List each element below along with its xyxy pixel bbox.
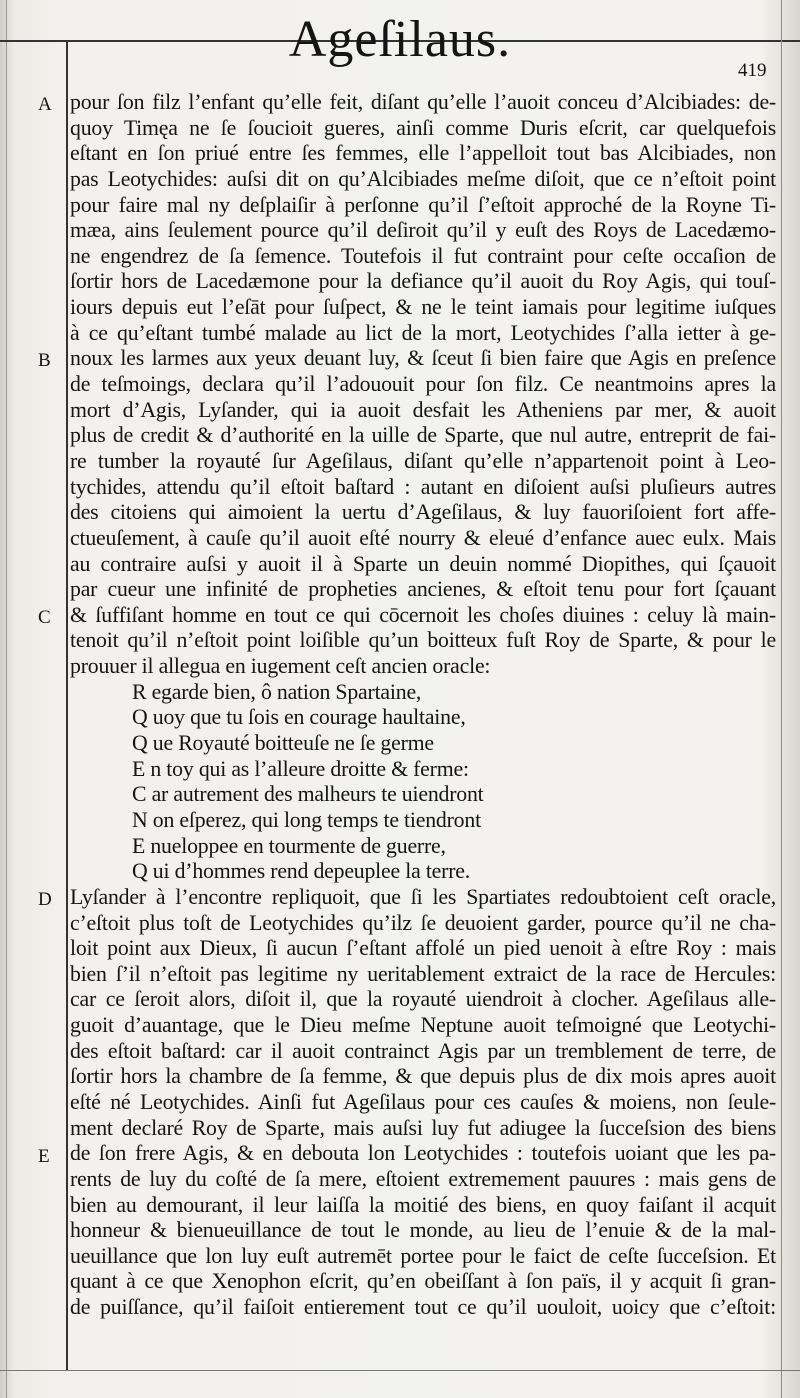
text-line: guoit d’auantage, que le Dieu meſme Neptune auoit teſmoigné que Leotychi- bbox=[70, 1013, 776, 1038]
text-line: noux les larmes aux yeux deuant luy, & ſceut ſi bien faire que Agis en preſence bbox=[70, 346, 776, 371]
text-line: prouuer il allegua en iugement ceſt ancien oracle: bbox=[70, 654, 491, 679]
text-line: plus de credit & d’authorité en la uille de Sparte, que nul autre, entreprit de fai- bbox=[70, 423, 776, 448]
verse-line: Q ui d’hommes rend depeuplee la terre. bbox=[132, 859, 470, 884]
margin-letter-c: C bbox=[38, 607, 51, 628]
text-line: re tumber la royauté ſur Ageſilaus, diſant qu’elle n’appartenoit point à Leo- bbox=[70, 448, 776, 473]
margin-rule bbox=[66, 40, 68, 1370]
text-line: quant à ce que Xenophon eſcrit, qu’en obeiſſant à ſon païs, il y acquit ſi gran- bbox=[70, 1269, 776, 1294]
text-line: des eſtoit baſtard: car il auoit contrainct Agis par un tremblement de terre, de bbox=[70, 1038, 776, 1063]
text-line: iours depuis eut l’eſāt pour ſuſpect, & ne le teint iamais pour legitime iuſques bbox=[70, 295, 776, 320]
right-edge-line bbox=[781, 0, 782, 1398]
text-line: de teſmoings, declara qu’il l’adououit pour ſon filz. Ce neantmoins apres la bbox=[70, 372, 776, 397]
text-line: par cueur une infinité de propheties ancienes, & eſtoit tenu pour fort ſçauant bbox=[70, 577, 776, 602]
text-line: car ce ſeroit alors, diſoit il, que la royauté uiendroit à clocher. Ageſilaus alle- bbox=[70, 987, 776, 1012]
verse-line: N on eſperez, qui long temps te tiendront bbox=[132, 807, 481, 832]
text-line: bien au demourant, il leur laiſſa la moitié des biens, en quoy faiſant il acquit bbox=[70, 1192, 776, 1217]
text-line: & ſuffiſant homme en tout ce qui cōcernoit les choſes diuines : celuy là main- bbox=[70, 602, 776, 627]
text-body bbox=[70, 90, 776, 1321]
text-line: à ce qu’eſtant tumbé malade au lict de la mort, Leotychides ſ’alla ietter à ge- bbox=[70, 320, 776, 345]
verse-line: R egarde bien, ô nation Spartaine, bbox=[132, 679, 422, 704]
verse-line: E n toy qui as l’alleure droitte & ferme: bbox=[132, 756, 469, 781]
text-line: honneur & bienueuillance de tout le monde, au lieu de l’enuie & de la mal- bbox=[70, 1218, 776, 1243]
text-line: pour ſon filz l’enfant qu’elle feit, diſant qu’elle l’auoit conceu d’Alcibiades: de- bbox=[70, 90, 776, 114]
text-line: mort d’Agis, Lyſander, qui ia auoit desfait les Atheniens par mer, & auoit bbox=[70, 397, 776, 422]
text-line: pour faire mal ny deſplaiſir à perſonne qu’il ſ’eſtoit approché de la Royne Ti- bbox=[70, 192, 776, 217]
text-line: ſortir hors de Lacedæmone pour la defiance qu’il auoit du Roy Agis, qui touſ- bbox=[70, 269, 776, 294]
text-line: Lyſander à l’encontre repliquoit, que ſi les Spartiates redoubtoient ceſt oracle, bbox=[70, 884, 776, 909]
page-number: 419 bbox=[738, 60, 767, 81]
margin-letter-d: D bbox=[38, 889, 52, 910]
text-line: c’eſtoit plus toſt de Leotychides qu’ilz ſe deuoient garder, pource qu’il ne cha- bbox=[70, 910, 776, 935]
running-title: Ageſilaus. bbox=[288, 11, 512, 68]
text-line: ctueuſement, à cauſe qu’il auoit eſté nourry & eleué d’enfance auec eulx. Mais bbox=[70, 525, 776, 550]
page-edge-line bbox=[6, 0, 7, 1398]
text-line: quoy Timęa ne ſe ſoucioit gueres, ainſi comme Duris eſcrit, car quelquefois bbox=[70, 115, 776, 140]
text-line: au contraire auſsi y auoit il à Sparte un deuin nommé Diopithes, qui ſçauoit bbox=[70, 551, 776, 576]
text-line: de ſon frere Agis, & en debouta lon Leotychides : toutefois uoiant que les pa- bbox=[70, 1141, 776, 1166]
text-line: tychides, attendu qu’il eſtoit baſtard : autant en diſoient auſsi pluſieurs autres bbox=[70, 474, 776, 499]
verse-line: Q uoy que tu ſois en courage haultaine, bbox=[132, 705, 466, 730]
verse-line: C ar autrement des malheurs te uiendront bbox=[132, 782, 484, 807]
margin-letter-b: B bbox=[38, 350, 51, 371]
text-line: des citoiens qui aimoient la uertu d’Ageſilaus, & luy fauoriſoient fort affe- bbox=[70, 500, 776, 525]
text-line: ueuillance que lon luy euſt autremēt portee pour le faict de ceſte ſucceſsion. Et bbox=[70, 1243, 776, 1268]
text-line: rents de luy du coſté de ſa mere, eſtoient extremement pauures : mais gens de bbox=[70, 1166, 776, 1191]
text-line: loit point aux Dieux, ſi aucun ſ’eſtant affolé un pied uenoit à eſtre Roy : mais bbox=[70, 936, 776, 961]
text-line: mæa, ains ſeulement pource qu’il deſiroit qu’il y euſt des Roys de Lacedæmo- bbox=[70, 218, 776, 243]
text-line: pas Leotychides: auſsi dit on qu’Alcibiades meſme diſoit, que ce n’eſtoit point bbox=[70, 166, 776, 191]
margin-letter-e: E bbox=[38, 1146, 50, 1167]
text-line: eſté né Leotychides. Ainſi fut Ageſilaus pour ces cauſes & moiens, non ſeule- bbox=[70, 1089, 776, 1114]
text-line: bien ſ’il n’eſtoit pas legitime ny ueritablement extraict de la race de Hercules: bbox=[70, 961, 776, 986]
bottom-edge-line bbox=[0, 1370, 800, 1371]
text-line: ment declaré Roy de Sparte, mais auſsi luy fut adiugee la ſucceſsion des biens bbox=[70, 1115, 776, 1140]
verse-line: E nueloppee en tourmente de guerre, bbox=[132, 833, 446, 858]
margin-letter-a: A bbox=[38, 94, 52, 115]
text-line: de puiſſance, qu’il faiſoit entierement tout ce qu’il uouloit, uoicy que c’eſtoit: bbox=[70, 1295, 776, 1320]
text-line: tenoit qu’il n’eſtoit point loiſible qu’un boitteux fuſt Roy de Sparte, & pour le bbox=[70, 628, 776, 653]
verse-line: Q ue Royauté boitteuſe ne ſe germe bbox=[132, 731, 434, 756]
text-line: eſtant en ſon priué entre ſes femmes, elle l’appelloit tout bas Alcibiades, non bbox=[70, 141, 776, 166]
text-line: ne engendrez de ſa ſemence. Toutefois il fut contraint pour ceſte occaſion de bbox=[70, 243, 776, 268]
text-line: ſortir hors la chambre de ſa femme, & que depuis plus de dix mois apres auoit bbox=[70, 1064, 776, 1089]
